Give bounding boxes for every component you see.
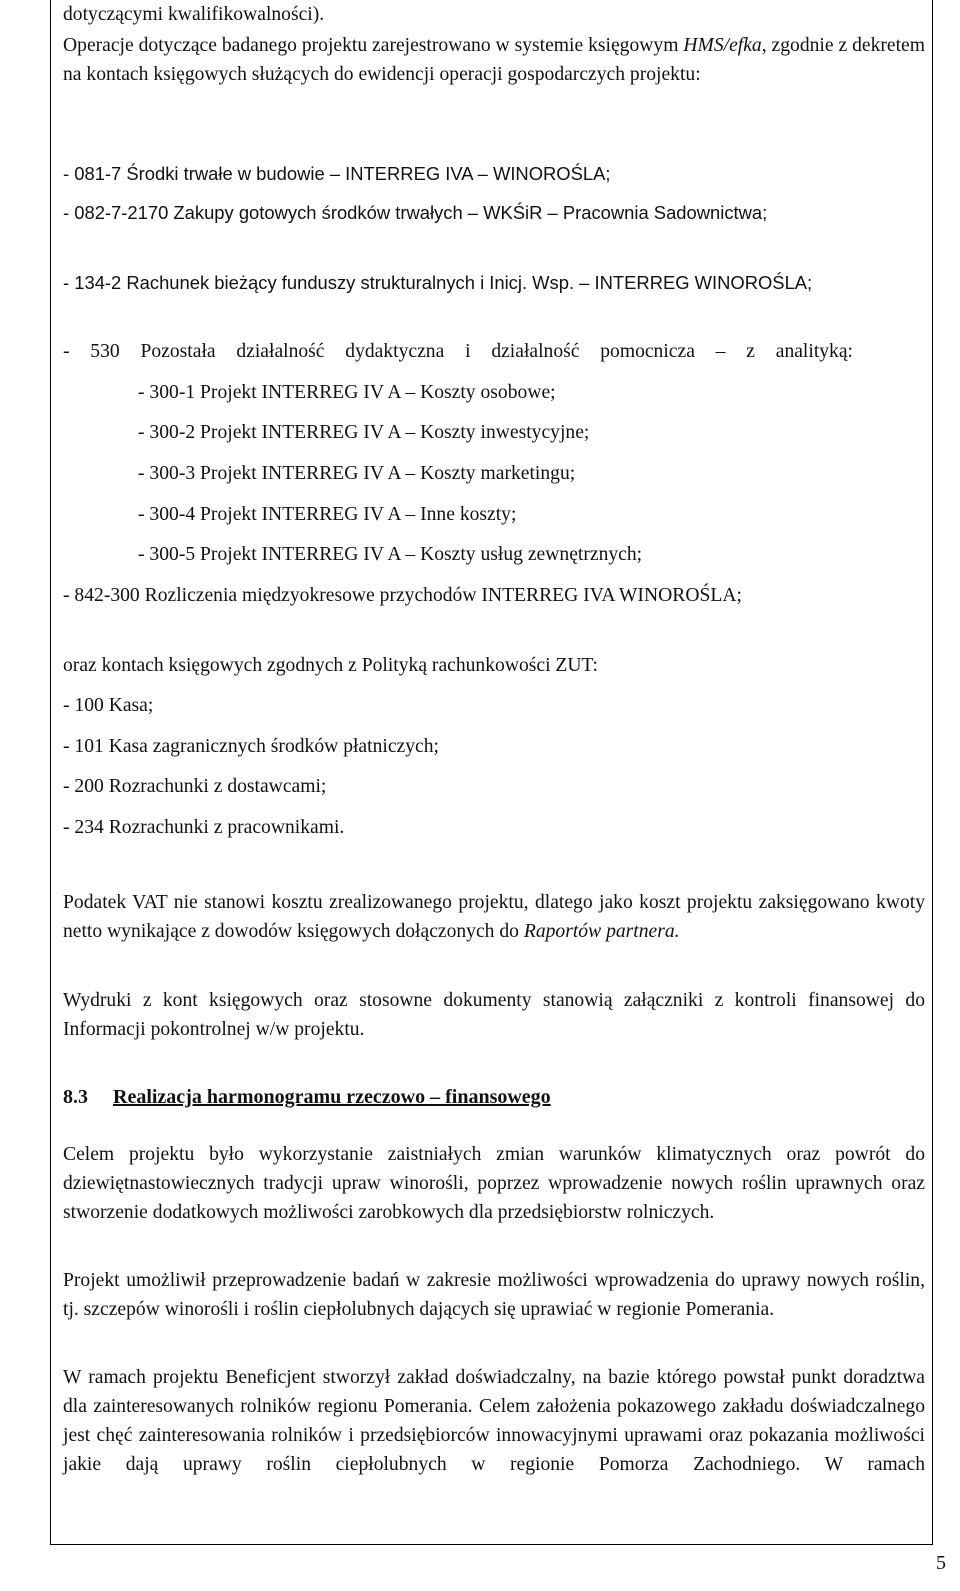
sub-account-300-5: - 300-5 Projekt INTERREG IV A – Koszty usług zewnętrznych; <box>138 544 643 565</box>
section-title: Realizacja harmonogramu rzeczowo – finansowego <box>113 1086 551 1108</box>
paragraph-research: Projekt umożliwił przeprowadzenie badań w zakresie możliwości wprowadzenia do uprawy nowych roślin, tj. szczepów winorośli i roślin ciepłolubnych dających się uprawiać w regionie Pomerania. <box>63 1270 925 1320</box>
intro-paragraph: Operacje dotyczące badanego projektu zarejestrowano w systemie księgowym HMS/efka, zgodnie z dekretem na kontach księgowych służących do ewidencji operacji gospodarczych projektu: <box>63 35 925 85</box>
policy-intro: oraz kontach księgowych zgodnych z Polityką rachunkowości ZUT: <box>63 655 598 676</box>
account-134: - 134-2 Rachunek bieżący funduszy strukturalnych i Inicj. Wsp. – INTERREG WINOROŚLA; <box>63 272 813 293</box>
sub-account-300-3: - 300-3 Projekt INTERREG IV A – Koszty marketingu; <box>138 463 576 484</box>
policy-account-234: - 234 Rozrachunki z pracownikami. <box>63 817 345 838</box>
section-heading <box>63 1083 925 1112</box>
account-530: - 530 Pozostała działalność dydaktyczna i działalność pomocnicza – z analityką: <box>63 341 853 362</box>
sub-account-300-1: - 300-1 Projekt INTERREG IV A – Koszty osobowe; <box>138 382 556 403</box>
account-082: - 082-7-2170 Zakupy gotowych środków trwałych – WKŚiR – Pracownia Sadownictwa; <box>63 202 768 223</box>
system-name: HMS/efka <box>683 35 762 56</box>
partner-reports: Raportów partnera. <box>523 921 680 942</box>
sub-account-300-4: - 300-4 Projekt INTERREG IV A – Inne koszty; <box>138 504 517 525</box>
section-number: 8.3 <box>63 1086 88 1108</box>
printouts-paragraph: Wydruki z kont księgowych oraz stosowne dokumenty stanowią załączniki z kontroli finansowej do Informacji pokontrolnej w/w projektu. <box>63 990 925 1040</box>
paragraph-experimental-plant: W ramach projektu Beneficjent stworzył zakład doświadczalny, na bazie którego powstał punkt doradztwa dla zainteresowanych rolników regionu Pomerania. Celem założenia pokazowego zakładu doświadczalnego jest chęć zainteresowania rolników i przedsiębiorców innowacyjnymi uprawami oraz pokazania możliwości jakie dają uprawy roślin ciepłolubnych w regionie Pomorza Zachodniego. W ramach <box>63 1367 925 1475</box>
policy-account-200: - 200 Rozrachunki z dostawcami; <box>63 776 327 797</box>
policy-account-100: - 100 Kasa; <box>63 695 154 716</box>
account-081: - 081-7 Środki trwałe w budowie – INTERREG IVA – WINOROŚLA; <box>63 163 611 184</box>
vat-paragraph: Podatek VAT nie stanowi kosztu zrealizowanego projektu, dlatego jako koszt projektu zaksięgowano kwoty netto wynikające z dowodów księgowych dołączonych do Raportów partnera. <box>63 892 925 942</box>
paragraph-goal: Celem projektu było wykorzystanie zaistniałych zmian warunków klimatycznych oraz powrót do dziewiętnastowiecznych tradycji upraw winorośli, poprzez wprowadzenie nowych roślin uprawnych oraz stworzenie dodatkowych możliwości zarobkowych dla przedsiębiorstw rolniczych. <box>63 1144 925 1223</box>
continued-line: dotyczącymi kwalifikowalności). <box>63 4 325 25</box>
policy-account-101: - 101 Kasa zagranicznych środków płatniczych; <box>63 736 439 757</box>
page-number: 5 <box>936 1552 946 1574</box>
sub-account-300-2: - 300-2 Projekt INTERREG IV A – Koszty inwestycyjne; <box>138 422 590 443</box>
account-842: - 842-300 Rozliczenia międzyokresowe przychodów INTERREG IVA WINOROŚLA; <box>63 585 742 606</box>
